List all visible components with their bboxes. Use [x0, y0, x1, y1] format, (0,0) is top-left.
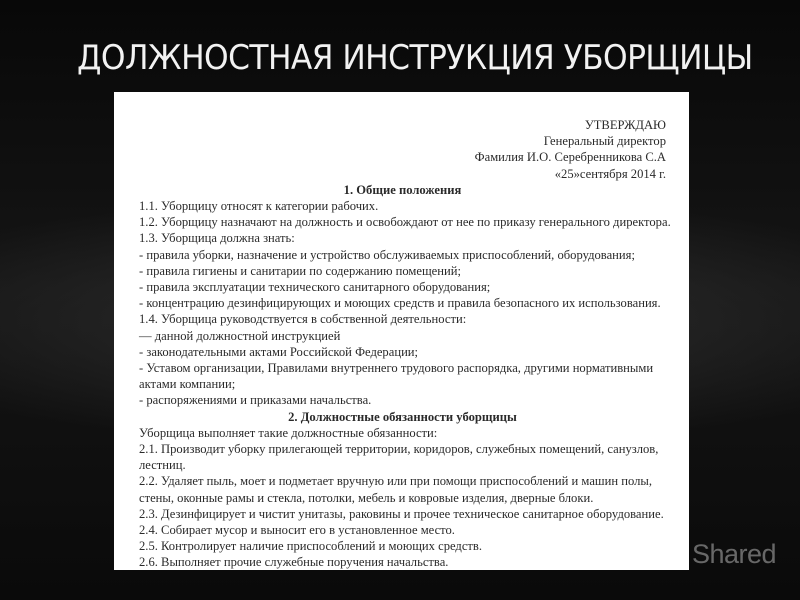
- document-line: 1.4. Уборщица руководствуется в собственной деятельности:: [139, 312, 467, 327]
- document-line: 1.2. Уборщицу назначают на должность и освобождают от нее по приказу генерального директора.: [139, 215, 671, 230]
- watermark: [606, 535, 786, 573]
- document-line: - концентрацию дезинфицирующих и моющих средств и правила безопасного их использования.: [139, 296, 661, 311]
- document-line: 2.3. Дезинфицирует и чистит унитазы, раковины и прочее техническое санитарное оборудование.: [139, 506, 664, 521]
- document-body: [139, 117, 671, 570]
- document-line: актами компании;: [139, 377, 236, 392]
- document-line: 1.1. Уборщицу относят к категории рабочих.: [139, 199, 379, 214]
- document-line: - законодательными актами Российской Федерации;: [139, 344, 419, 359]
- document-line: 2.5. Контролирует наличие приспособлений и моющих средств.: [139, 539, 483, 554]
- document-line: стены, оконные рамы и стекла, потолки, мебель и ковровые изделия, дверные блоки.: [139, 490, 594, 505]
- document-line: 2.6. Выполняет прочие служебные поручения начальства.: [139, 555, 449, 570]
- approval-line: Генеральный директор: [543, 134, 666, 149]
- document-image: [114, 92, 689, 570]
- document-line: лестниц.: [139, 458, 186, 473]
- myshared-logo-icon: [606, 537, 646, 571]
- document-line: - Уставом организации, Правилами внутреннего трудового распорядка, другими нормативными: [139, 361, 654, 376]
- document-line: 2.2. Удаляет пыль, моет и подметает вручную или при помощи приспособлений и машин полы,: [139, 474, 652, 489]
- document-line: — данной должностной инструкцией: [139, 328, 341, 343]
- approval-block: [139, 117, 666, 182]
- section-heading: 1. Общие положения: [343, 182, 462, 197]
- document-line: - правила гигиены и санитарии по содержанию помещений;: [139, 263, 461, 278]
- document-line: Уборщица выполняет такие должностные обязанности:: [139, 425, 438, 440]
- approval-line: Фамилия И.О. Серебренникова С.А: [474, 150, 666, 165]
- document-line: - правила эксплуатации технического санитарного оборудования;: [139, 280, 491, 295]
- document-line: 2.1. Производит уборку прилегающей территории, коридоров, служебных помещений, санузлов,: [139, 442, 659, 457]
- document-line: 1.3. Уборщица должна знать:: [139, 231, 295, 246]
- document-line: - правила уборки, назначение и устройство обслуживаемых приспособлений, оборудования;: [139, 247, 635, 262]
- slide-title: ДОЛЖНОСТНАЯ ИНСТРУКЦИЯ УБОРЩИЦЫ: [77, 38, 753, 78]
- approval-line: УТВЕРЖДАЮ: [584, 118, 666, 132]
- watermark-text: Shared: [692, 539, 777, 569]
- section-heading: 2. Должностные обязанности уборщицы: [288, 409, 517, 424]
- document-line: - распоряжениями и приказами начальства.: [139, 393, 372, 408]
- document-line: 2.4. Собирает мусор и выносит его в установленное место.: [139, 523, 455, 538]
- approval-line: «25»сентября 2014 г.: [554, 166, 666, 181]
